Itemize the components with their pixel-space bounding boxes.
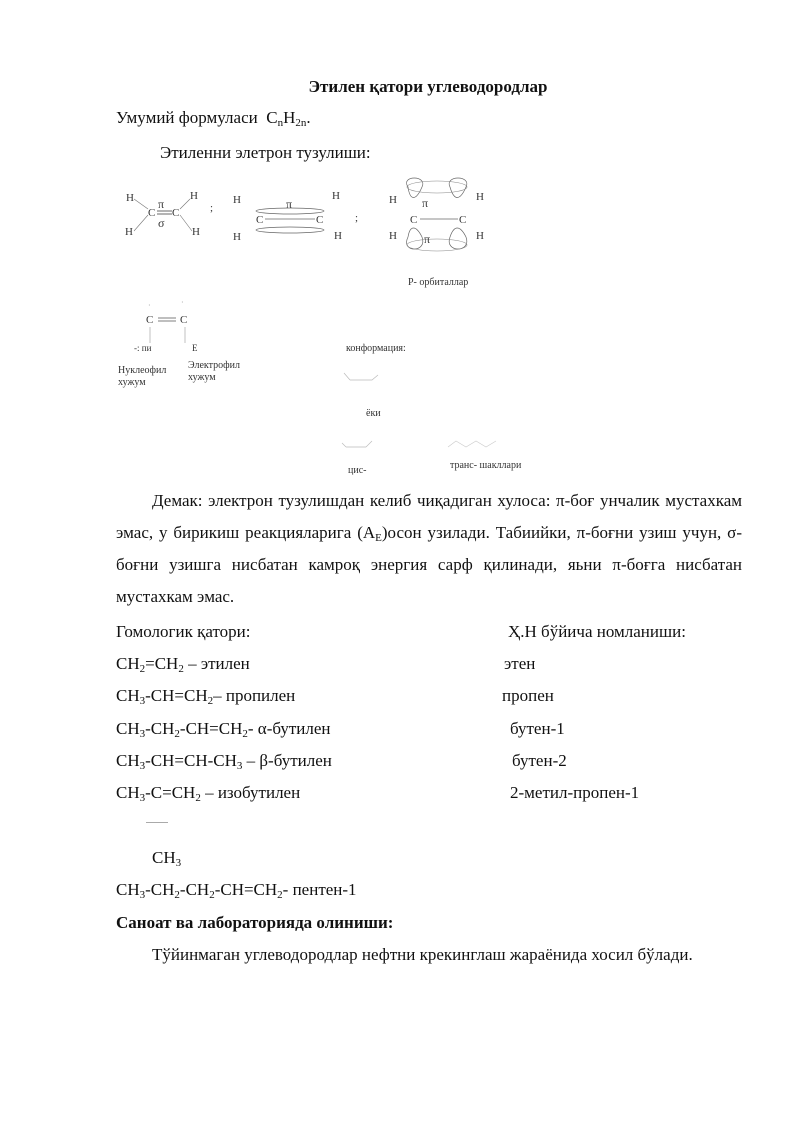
atom-c: C xyxy=(256,214,264,226)
atom-h: H xyxy=(126,192,134,204)
cis-label: цис- xyxy=(348,465,367,475)
atom-c: C xyxy=(410,214,418,226)
nucleophile-mark: -: пи xyxy=(134,343,152,353)
svg-text:·: · xyxy=(148,301,151,310)
atom-h: H xyxy=(389,194,397,206)
atom-h: H xyxy=(233,231,241,243)
ethylene-structure-diagram xyxy=(110,175,530,475)
homolog-row-formula: $CH_2=CH_2$ – этилен xyxy=(116,654,250,675)
homolog-row-formula: $CH_3-CH_2-CH=CH_2-$ α-бутилен xyxy=(116,719,331,740)
homolog-row-formula: $CH_3-CH=CH-CH_3$ – β-бутилен xyxy=(116,751,332,772)
svg-text:·: · xyxy=(181,298,184,307)
atom-h: H xyxy=(192,226,200,238)
atom-c: C xyxy=(146,314,154,326)
branch-methyl: $CH_3$ xyxy=(152,848,182,869)
branch-bond xyxy=(146,822,168,823)
atom-c: C xyxy=(459,214,467,226)
atom-c: C xyxy=(148,207,156,219)
electron-structure-heading: Этиленни элетрон тузулиши: xyxy=(160,143,371,162)
atom-h: H xyxy=(233,194,241,206)
homolog-header: Гомологик қатори: xyxy=(116,622,251,641)
atom-h: H xyxy=(334,230,342,242)
electrophile-mark: E xyxy=(192,343,198,353)
pi-label: π xyxy=(422,196,429,210)
homolog-row-name: пропен xyxy=(502,686,554,705)
conformation-label: конформация: xyxy=(346,343,406,354)
homolog-row-name: этен xyxy=(504,654,536,673)
homolog-row-formula: $CH_3-CH=CH_2-$ пропилен xyxy=(116,686,296,707)
separator: ; xyxy=(210,202,214,214)
conclusion-paragraph: Демак: электрон тузулишдан келиб чиқадиган хулоса: π-боғ унчалик мустахкам эмас, у бирикиш реакцияларига $(A_E)осон$ узилади. Табиийки, π-боғни узиш учун, σ-боғни узишга нисбатан камроқ энергия сарф қилинади, яьни π-боғга нисбатан мустахкам эмас. xyxy=(116,491,743,606)
homolog-row-formula: $CH_3-C=CH_2$ – изобутилен xyxy=(116,783,301,804)
homolog-row-name: 2-метил-пропен-1 xyxy=(510,783,640,802)
section-heading: Саноат ва лабораторияда олиниши: xyxy=(116,913,394,932)
or-label: ёки xyxy=(366,408,381,419)
formula-label: Умумий формуласи xyxy=(116,108,258,127)
atom-c: C xyxy=(180,314,188,326)
pi-label: π xyxy=(158,197,165,211)
atom-h: H xyxy=(389,230,397,242)
nucleophilic-attack-label: Нуклеофил xyxy=(118,365,167,376)
separator: ; xyxy=(355,212,359,224)
page-title: Этилен қатори углеводородлар xyxy=(308,77,548,96)
atom-h: H xyxy=(125,226,133,238)
pi-label: π xyxy=(286,197,293,211)
iupac-header: Ҳ.Н бўйича номланиши: xyxy=(508,622,686,641)
homolog-row-name: бутен-1 xyxy=(510,719,565,738)
atom-h: H xyxy=(190,190,198,202)
pi-label: π xyxy=(424,232,431,246)
trans-label: транс- шакллари xyxy=(450,460,522,471)
production-paragraph: Тўйинмаган углеводородлар нефтни крекинглаш жараёнида хосил бўлади. xyxy=(152,945,693,964)
atom-h: H xyxy=(332,190,340,202)
atom-c: C xyxy=(172,207,180,219)
electrophilic-attack-label: Электрофил xyxy=(188,360,240,371)
electrophilic-attack-label: хужум xyxy=(188,372,216,383)
pentene-formula: $CH_3-CH_2-CH_2-CH=CH_2-$ пентен-1 xyxy=(116,880,357,901)
atom-c: C xyxy=(316,214,324,226)
atom-h: H xyxy=(476,230,484,242)
atom-h: H xyxy=(476,191,484,203)
p-orbitals-label: P- орбиталлар xyxy=(408,277,469,288)
nucleophilic-attack-label: хужум xyxy=(118,377,146,388)
homolog-row-name: бутен-2 xyxy=(512,751,567,770)
general-formula: Умумий формуласи $C_nH_{2n}$. xyxy=(116,108,311,129)
sigma-label: σ xyxy=(158,216,165,230)
